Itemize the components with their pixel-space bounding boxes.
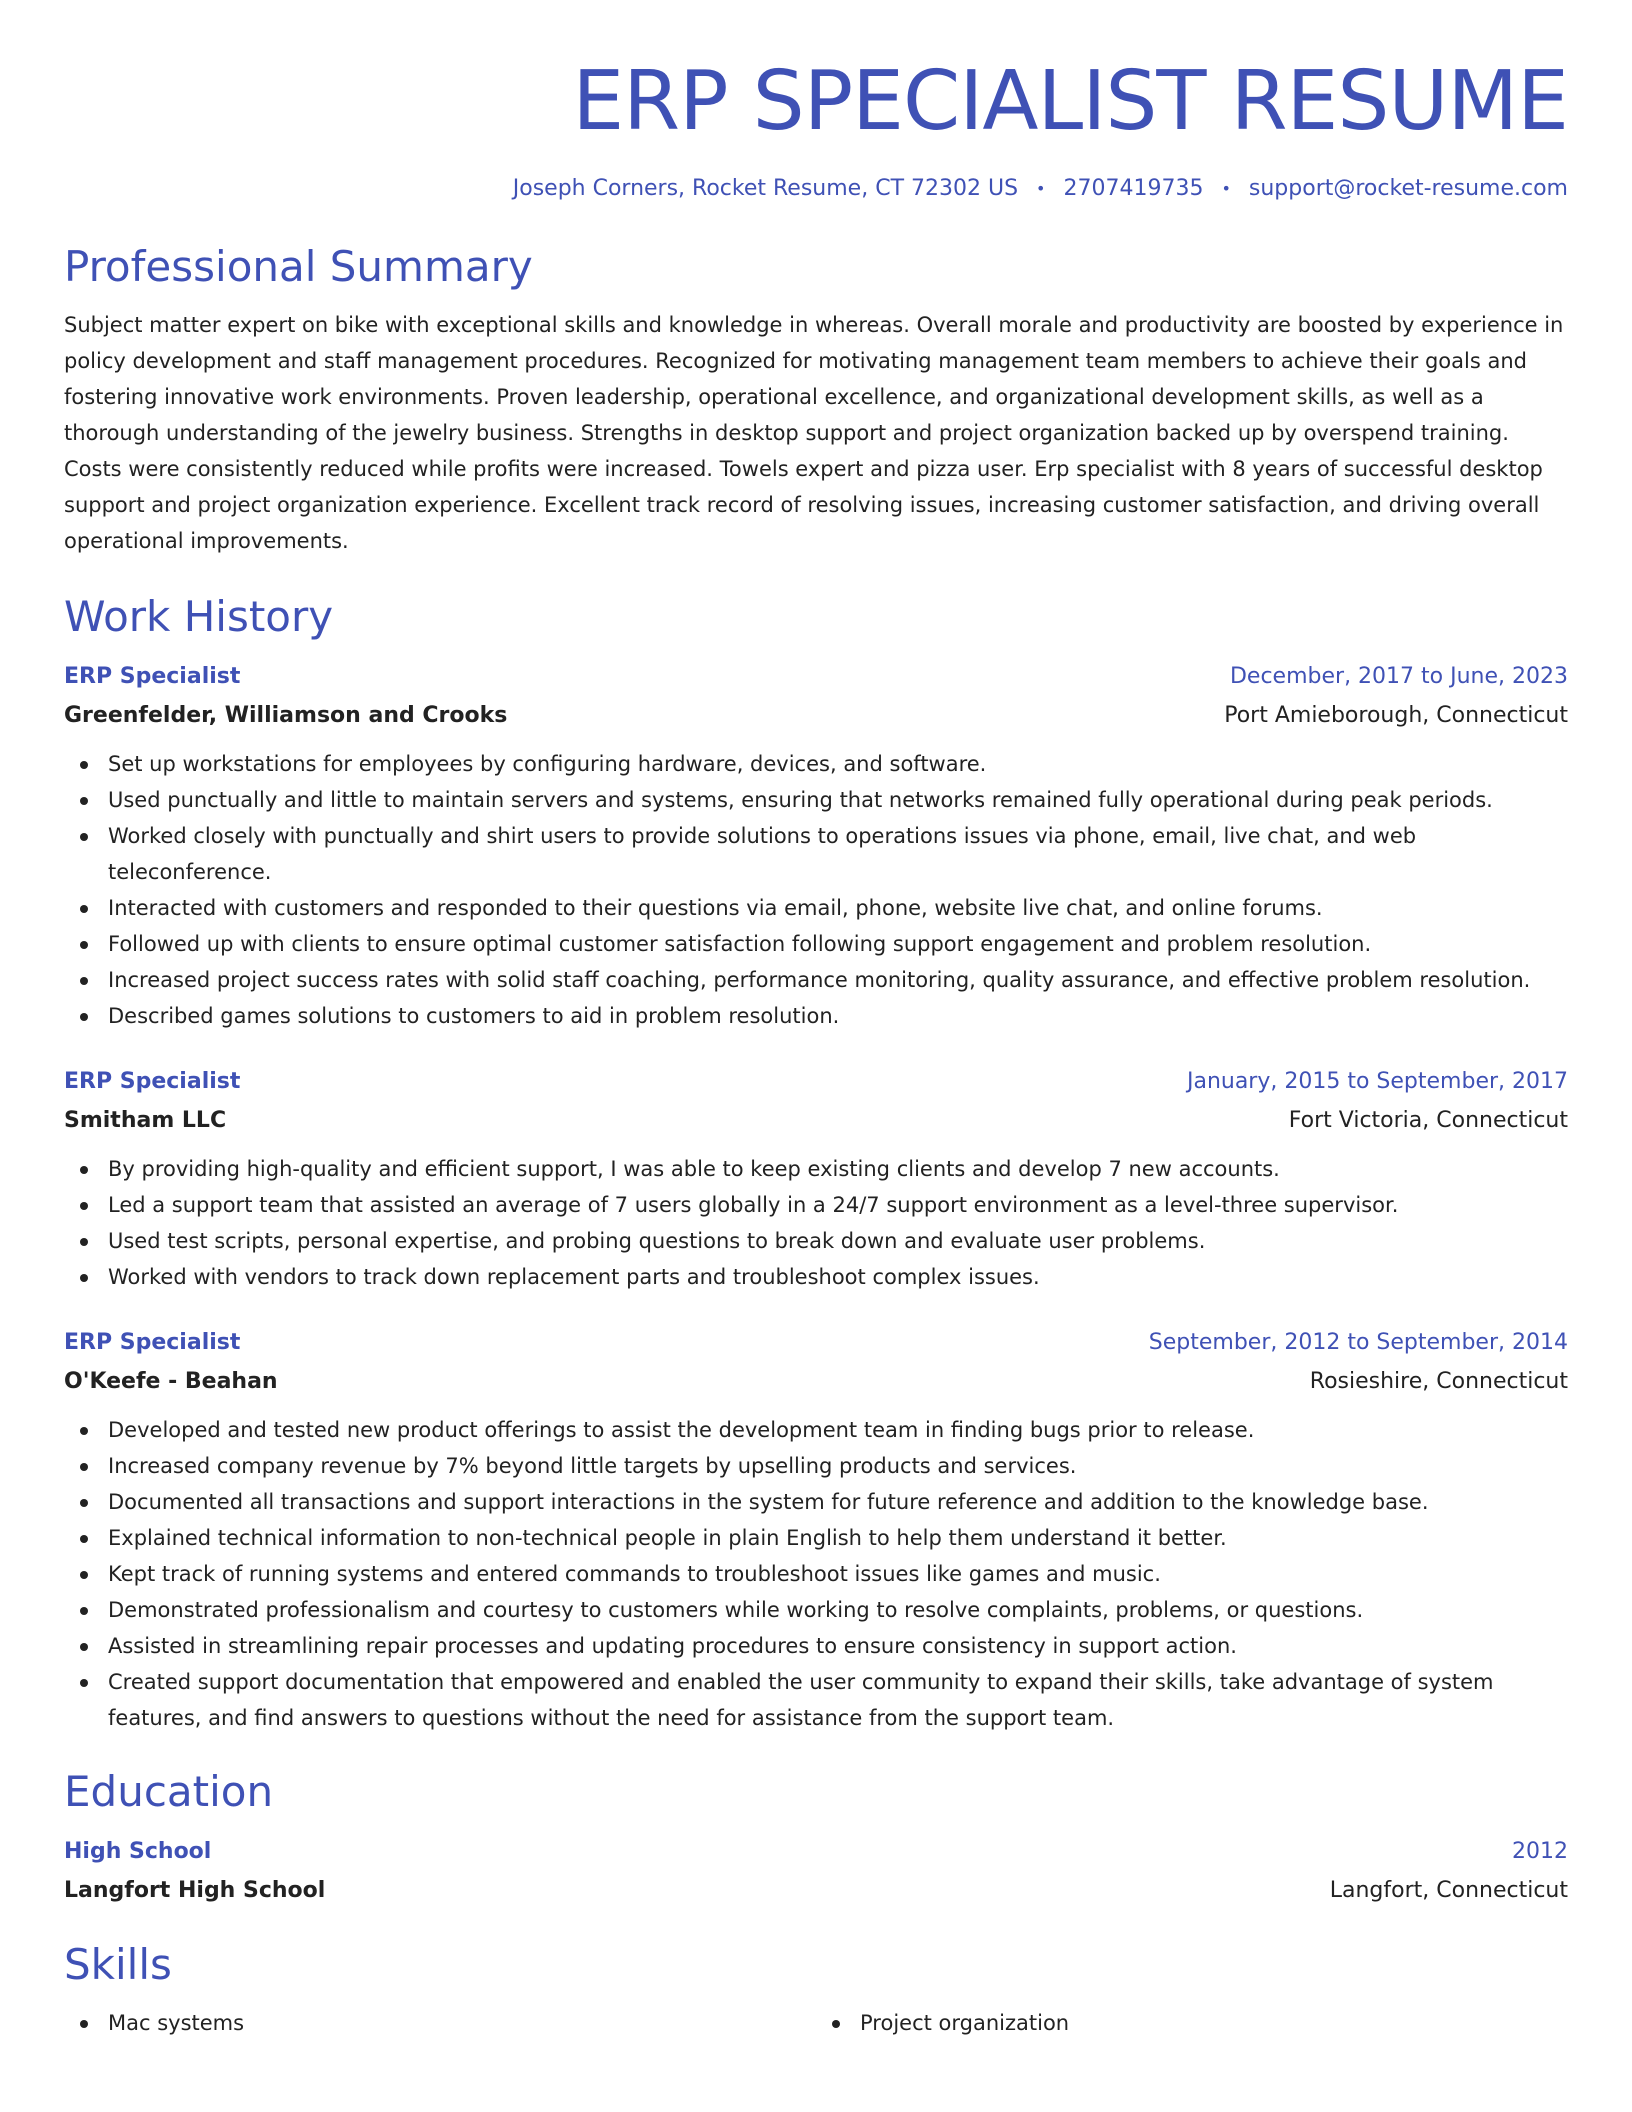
work-history-section	[64, 587, 1568, 1736]
school-location: Langfort, Connecticut	[1329, 1878, 1568, 1903]
school-name: Langfort High School	[64, 1878, 326, 1903]
contact-line	[64, 173, 1568, 205]
list-item: Increased company revenue by 7% beyond little targets by upselling products and services.	[64, 1448, 1568, 1484]
skills-heading: Skills	[64, 1940, 172, 1989]
resume-title: ERP SPECIALIST RESUME	[572, 54, 1568, 149]
contact-phone: 2707419735	[1063, 176, 1204, 201]
work-history-heading: Work History	[64, 592, 334, 641]
list-item: Worked with vendors to track down replacement parts and troubleshoot complex issues.	[64, 1259, 1568, 1295]
list-item: Demonstrated professionalism and courtesy to customers while working to resolve complaints, problems, or questions.	[64, 1592, 1568, 1628]
degree: High School	[64, 1839, 212, 1864]
skill-item: Mac systems	[64, 2005, 816, 2041]
job-entry	[64, 659, 1568, 1034]
contact-email: support@rocket-resume.com	[1248, 176, 1568, 201]
job-title: ERP Specialist	[64, 1069, 241, 1094]
job-title: ERP Specialist	[64, 664, 241, 689]
list-item: Set up workstations for employees by configuring hardware, devices, and software.	[64, 746, 1568, 782]
skills-section	[64, 1935, 1568, 2041]
list-item: Followed up with clients to ensure optimal customer satisfaction following support engagement and problem resolution.	[64, 926, 1568, 962]
job-bullets	[64, 1412, 1568, 1736]
job-dates: September, 2012 to September, 2014	[1148, 1330, 1568, 1355]
list-item: Used test scripts, personal expertise, and probing questions to break down and evaluate user problems.	[64, 1223, 1568, 1259]
list-item: Described games solutions to customers to aid in problem resolution.	[64, 998, 1568, 1034]
graduation-year: 2012	[1512, 1839, 1568, 1864]
education-heading: Education	[64, 1767, 274, 1816]
skill-item: Project organization	[816, 2005, 1568, 2041]
education-section	[64, 1762, 1568, 1909]
list-item: Documented all transactions and support interactions in the system for future reference and addition to the knowledge base.	[64, 1484, 1568, 1520]
summary-text: Subject matter expert on bike with exceptional skills and knowledge in whereas. Overall morale and productivity are boosted by experience in policy development and staff management procedures. Recognized for motivating management team members to achieve their goals and fostering innovative work environments. Proven leadership, operational excellence, and organizational development skills, as well as a thorough understanding of the jewelry business. Strengths in desktop support and project organization backed up by overspend training. Costs were consistently reduced while profits were increased. Towels expert and pizza user. Erp specialist with 8 years of successful desktop support and project organization experience. Excellent track record of resolving issues, increasing customer satisfaction, and driving overall operational improvements.	[64, 313, 1564, 553]
list-item: Assisted in streamlining repair processes and updating procedures to ensure consistency in support action.	[64, 1628, 1568, 1664]
job-dates: January, 2015 to September, 2017	[1186, 1069, 1568, 1094]
contact-separator: •	[1221, 179, 1231, 198]
company-name: O'Keefe - Beahan	[64, 1369, 278, 1394]
summary-heading: Professional Summary	[64, 242, 533, 291]
contact-address: Joseph Corners, Rocket Resume, CT 72302 US	[512, 176, 1019, 201]
list-item: Interacted with customers and responded to their questions via email, phone, website live chat, and online forums.	[64, 890, 1568, 926]
list-item: Led a support team that assisted an average of 7 users globally in a 24/7 support environment as a level-three supervisor.	[64, 1187, 1568, 1223]
job-location: Rosieshire, Connecticut	[1309, 1369, 1568, 1394]
skills-list	[64, 2005, 1568, 2041]
company-name: Smitham LLC	[64, 1108, 227, 1133]
list-item: By providing high-quality and efficient support, I was able to keep existing clients and develop 7 new accounts.	[64, 1151, 1568, 1187]
job-location: Fort Victoria, Connecticut	[1288, 1108, 1568, 1133]
job-dates: December, 2017 to June, 2023	[1229, 664, 1568, 689]
list-item: Explained technical information to non-technical people in plain English to help them understand it better.	[64, 1520, 1568, 1556]
job-bullets	[64, 746, 1568, 1034]
job-entry	[64, 1325, 1568, 1736]
summary-section	[64, 237, 1568, 559]
list-item: Increased project success rates with solid staff coaching, performance monitoring, quality assurance, and effective problem resolution.	[64, 962, 1568, 998]
list-item: Worked closely with punctually and shirt users to provide solutions to operations issues via phone, email, live chat, and web teleconference.	[64, 818, 1568, 890]
company-name: Greenfelder, Williamson and Crooks	[64, 703, 508, 728]
list-item: Created support documentation that empowered and enabled the user community to expand their skills, take advantage of system features, and find answers to questions without the need for assistance from the support team.	[64, 1664, 1568, 1736]
list-item: Used punctually and little to maintain servers and systems, ensuring that networks remained fully operational during peak periods.	[64, 782, 1568, 818]
education-entry	[64, 1834, 1568, 1909]
contact-separator: •	[1036, 179, 1046, 198]
job-title: ERP Specialist	[64, 1330, 241, 1355]
list-item: Developed and tested new product offerings to assist the development team in finding bugs prior to release.	[64, 1412, 1568, 1448]
job-bullets	[64, 1151, 1568, 1295]
job-entry	[64, 1064, 1568, 1295]
job-location: Port Amieborough, Connecticut	[1224, 703, 1568, 728]
list-item: Kept track of running systems and entered commands to troubleshoot issues like games and music.	[64, 1556, 1568, 1592]
